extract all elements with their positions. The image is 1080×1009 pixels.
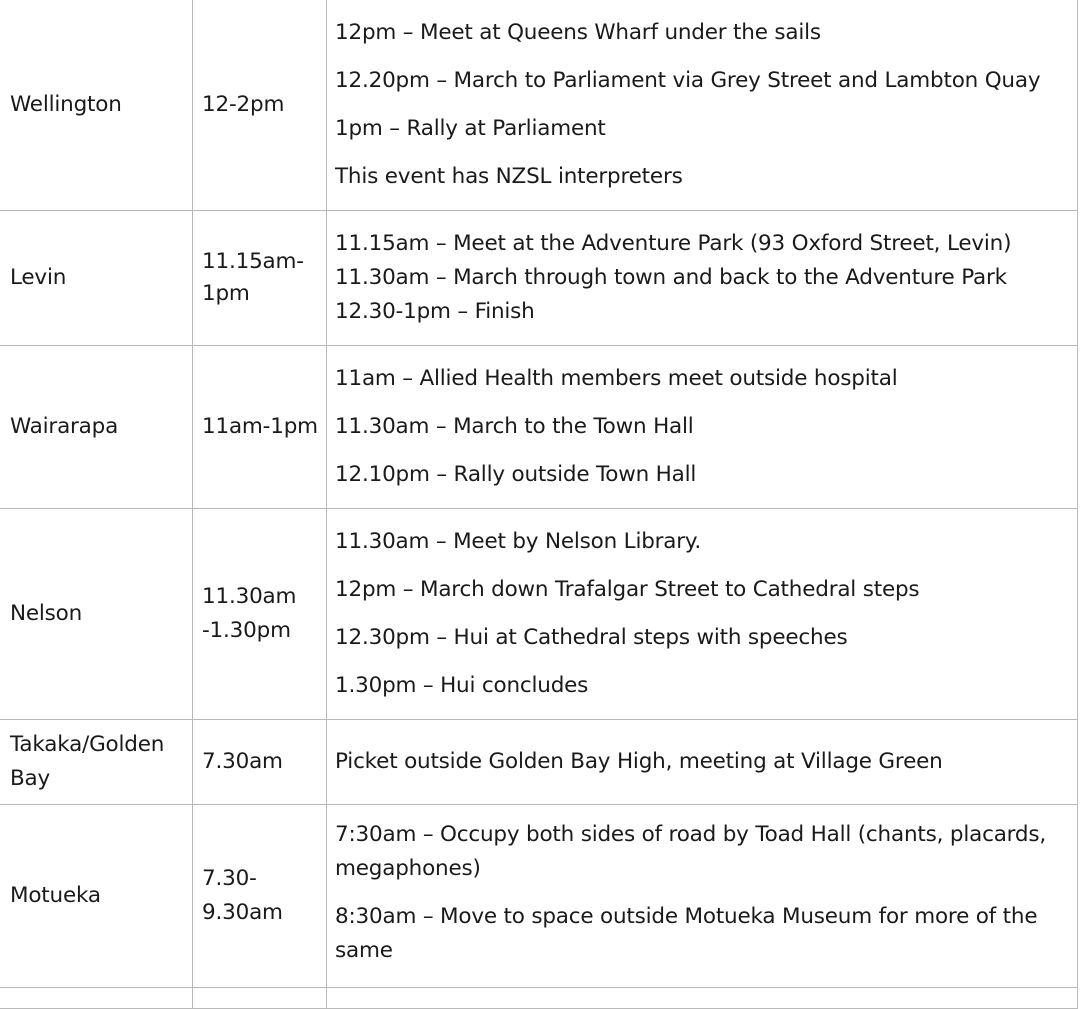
detail-line: 8:30am – Move to space outside Motueka Museum for more of the same: [335, 903, 1038, 963]
detail-line: This event has NZSL interpreters: [335, 164, 683, 189]
location-cell: Levin: [0, 211, 193, 346]
time-cell: 11am-1pm: [193, 346, 327, 509]
details-cell: [327, 0, 1078, 211]
detail-line: 11am – Allied Health members meet outside hospital: [335, 366, 898, 391]
detail-line: 12.20pm – March to Parliament via Grey Street and Lambton Quay: [335, 68, 1041, 93]
time-cell: [193, 805, 327, 988]
details-cell: [327, 509, 1078, 720]
table-row: [0, 211, 1078, 346]
detail-line: 1.30pm – Hui concludes: [335, 673, 589, 698]
detail-line: 12.30pm – Hui at Cathedral steps with speeches: [335, 625, 848, 650]
detail-line: Picket outside Golden Bay High, meeting at Village Green: [335, 749, 943, 774]
detail-line: 11.30am – March to the Town Hall: [335, 414, 694, 439]
table-row: [0, 509, 1078, 720]
detail-line: 12pm – March down Trafalgar Street to Cathedral steps: [335, 577, 920, 602]
details-cell: [327, 805, 1078, 988]
detail-line: 7:30am – Occupy both sides of road by Toad Hall (chants, placards, megaphones): [335, 821, 1047, 881]
table-row: [0, 805, 1078, 988]
table-cell: [193, 988, 327, 1009]
location-cell: Motueka: [0, 805, 193, 988]
table-row: [0, 720, 1078, 805]
table-row-partial-bottom: [0, 988, 1078, 1009]
time-cell: 12-2pm: [193, 0, 327, 211]
detail-line: 11.15am – Meet at the Adventure Park (93 Oxford Street, Levin): [335, 231, 1012, 256]
table-row: [0, 0, 1078, 211]
time-text: 7.30-9.30am: [202, 866, 283, 925]
details-cell: [327, 346, 1078, 509]
time-cell: [193, 509, 327, 720]
table-cell: [0, 988, 193, 1009]
detail-line: 12.10pm – Rally outside Town Hall: [335, 462, 697, 487]
time-text: 11.15am-1pm: [202, 249, 304, 306]
location-cell: [0, 720, 193, 805]
table-row: [0, 346, 1078, 509]
detail-line: 12.30-1pm – Finish: [335, 299, 535, 324]
time-cell: [193, 211, 327, 346]
details-cell: [327, 720, 1078, 805]
details-cell: [327, 211, 1078, 346]
location-cell: Wairarapa: [0, 346, 193, 509]
location-text: Takaka/Golden Bay: [10, 732, 165, 791]
time-text: 11.30am-1.30pm: [202, 584, 297, 643]
detail-line: 12pm – Meet at Queens Wharf under the sails: [335, 20, 821, 45]
location-cell: Wellington: [0, 0, 193, 211]
detail-line: 1pm – Rally at Parliament: [335, 116, 606, 141]
location-cell: Nelson: [0, 509, 193, 720]
time-cell: 7.30am: [193, 720, 327, 805]
detail-line: 11.30am – Meet by Nelson Library.: [335, 529, 702, 554]
detail-line: 11.30am – March through town and back to the Adventure Park: [335, 265, 1007, 290]
table-cell: [327, 988, 1078, 1009]
